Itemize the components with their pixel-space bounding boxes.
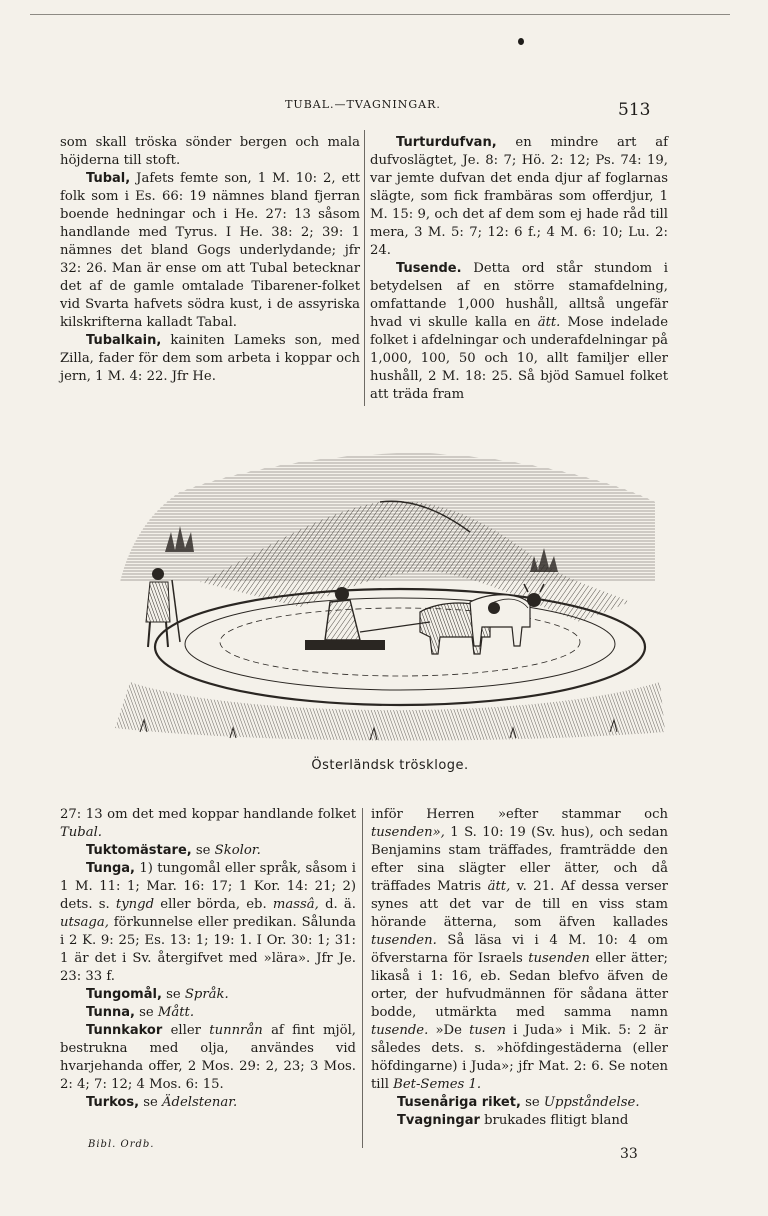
entry-continuation (371, 806, 668, 1094)
entry-tungomal (60, 986, 356, 1004)
italic-term: tusen (469, 1023, 506, 1038)
italic-term: tusenden (528, 951, 590, 966)
headword: Tusende. (396, 261, 462, 276)
top-edge-rule (30, 14, 730, 15)
italic-term: tusenden», (371, 825, 445, 840)
italic-term: tyngd (115, 897, 155, 912)
column-lower-right (371, 806, 668, 1130)
column-divider (364, 130, 365, 406)
italic-term: tusende. (371, 1023, 429, 1038)
entry-tubal (60, 170, 360, 332)
entry-tvagningar (371, 1112, 668, 1130)
entry-text: se (161, 987, 185, 1002)
cross-reference: Ädelstenar. (161, 1095, 238, 1110)
headword: Tubalkain, (86, 333, 162, 348)
headword: Tubal, (86, 171, 131, 186)
entry-text: förkunnelse eller predikan. Sålunda i 2 K. 9: 25; Es. 13: 1; 19: 1. I Or. 30: 1; 31: 1 är det i Sv. återgifvet med »lära». Jfr Je. 23: 33 f. (60, 915, 356, 984)
entry-turturdufvan (370, 134, 668, 260)
column-divider (362, 808, 363, 1148)
entry-text: 27: 13 om det med koppar handlande folket (60, 807, 356, 822)
entry-text: en mindre art af dufvoslägtet, Je. 8: 7; Hö. 2: 12; Ps. 74: 19, var jemte dufvan det enda djur af foglarnas slägte, som fick frambäras som offerdjur, 1 M. 15: 9, och det af dem som ej hade råd till mera, 3 M. 5: 7; 12: 6 f.; 4 M. 6: 10; Lu. 2: 24. (370, 135, 668, 258)
italic-term: Tubal. (60, 825, 103, 840)
cross-reference: Uppståndelse. (543, 1095, 640, 1110)
entry-text: i Juda» i Mik. 5: 2 är således dets. s. »höfdingestäderna (eller höfdingarne) i Juda»; jfr Mat. 2: 6. Se noten till (371, 1023, 668, 1092)
entry-text: Så läsa vi i 4 M. 10: 4 om öfverstarna för Israels (371, 933, 668, 966)
entry-text: eller börda, eb. (154, 897, 273, 912)
entry-tusenariga-riket (371, 1094, 668, 1112)
cross-reference: Skolor. (214, 843, 261, 858)
figure-caption: Österländsk tröskloge. (311, 758, 469, 773)
entry-text: eller ätter; likaså i 1: 16, eb. Sedan blefvo äfven de orter, der hufvudmännen för sådana ätter bodde, utmärkta med samma namn (371, 951, 669, 1020)
ink-dot (518, 38, 524, 45)
sheet-number: 33 (620, 1146, 638, 1162)
entry-text: se (191, 843, 215, 858)
entry-continuation: som skall tröska sönder bergen och mala höjderna till stoft. (60, 135, 360, 168)
cross-reference: Språk. (184, 987, 229, 1002)
entry-text: Jafets femte son, 1 M. 10: 2, ett folk som i Es. 66: 19 nämnes bland fjerran boende hedningar och i He. 27: 13 såsom handlande med Tyrus. I He. 38: 2; 39: 1 nämnes det bland Gogs underlydande; jfr 32: 26. Man är ense om att Tubal betecknar det af de gamle omtalade Tibarener-folket vid Svarta hafvets södra kust, i de assyriska kilskrifterna kalladt Tabal. (60, 171, 360, 330)
headword: Tunna, (86, 1005, 135, 1020)
entry-text: eller (162, 1023, 210, 1038)
italic-term: ätt. (537, 315, 561, 330)
headword: Tungomål, (86, 987, 162, 1002)
headword: Tunnkakor (86, 1023, 163, 1038)
italic-term: utsaga, (60, 915, 109, 930)
headword: Tvagningar (397, 1113, 480, 1128)
entry-tunnkakor (60, 1022, 356, 1094)
entry-tubalkain (60, 332, 360, 386)
entry-text: inför Herren »efter stammar och (371, 807, 668, 822)
headword: Tuktomästare, (86, 843, 192, 858)
cross-reference: Bet-Semes 1. (393, 1077, 482, 1092)
entry-text: 1 S. 10: 19 (Sv. hus), och sedan Benjamins stam träffades, framträdde den efter sina slägter eller ätter, och då träffades Matris (371, 825, 668, 894)
column-lower-left (60, 806, 356, 1112)
printer-signature: Bibl. Ordb. (88, 1139, 155, 1150)
column-upper-left (60, 134, 360, 386)
entry-text: brukades flitigt bland (479, 1113, 629, 1128)
entry-tunga (60, 860, 356, 986)
entry-text: »De (428, 1023, 470, 1038)
italic-term: ätt, (487, 879, 511, 894)
cross-reference: Mått. (157, 1005, 195, 1020)
headword: Tusenåriga riket, (397, 1095, 521, 1110)
entry-text: af fint mjöl, bestrukna med olja, användes vid hvarjehanda offer, 2 Mos. 29: 2, 23; 3 Mos. 2: 4; 7: 12; 4 Mos. 6: 15. (60, 1023, 356, 1092)
headword: Turturdufvan, (396, 135, 497, 150)
entry-text: se (134, 1005, 158, 1020)
entry-text: kainiten Lameks son, med Zilla, fader för dem som arbeta i koppar och jern, 1 M. 4: 22. Jfr He. (60, 333, 360, 384)
entry-text: 1) tungomål eller språk, såsom i 1 M. 11: 1; Mar. 16: 17; 1 Kor. 14: 21; 2) dets. s. (60, 861, 356, 912)
entry-tuktomastare (60, 842, 356, 860)
running-title: TUBAL.—TVAGNINGAR. (285, 98, 441, 111)
column-upper-right (370, 134, 668, 404)
entry-text: v. 21. Af dessa verser synes att det var de till en viss stam hörande ätterna, som äfven kallades (371, 879, 668, 930)
entry-text: Mose indelade folket i afdelningar och underafdelningar på 1,000, 100, 50 och 10, allt familjer eller hushåll, 2 M. 18: 25. Så bjöd Samuel folket att träda fram (370, 315, 668, 402)
entry-text: se (139, 1095, 162, 1110)
threshing-floor-engraving (110, 432, 670, 744)
entry-text: se (520, 1095, 544, 1110)
headword: Turkos, (86, 1095, 140, 1110)
italic-term: tunnrån (209, 1023, 263, 1038)
entry-text: Detta ord står stundom i betydelsen af en större stamafdelning, omfattande 1,000 hushåll, alltså ungefär hvad vi skulle kalla en (370, 261, 668, 330)
entry-turkos (60, 1094, 356, 1112)
entry-text: d. ä. (318, 897, 356, 912)
italic-term: tusenden. (371, 933, 437, 948)
headword: Tunga, (86, 861, 135, 876)
page-number: 513 (618, 100, 651, 120)
italic-term: massâ, (272, 897, 319, 912)
entry-tunna (60, 1004, 356, 1022)
entry-continuation (60, 806, 356, 842)
entry-tusende (370, 260, 668, 404)
